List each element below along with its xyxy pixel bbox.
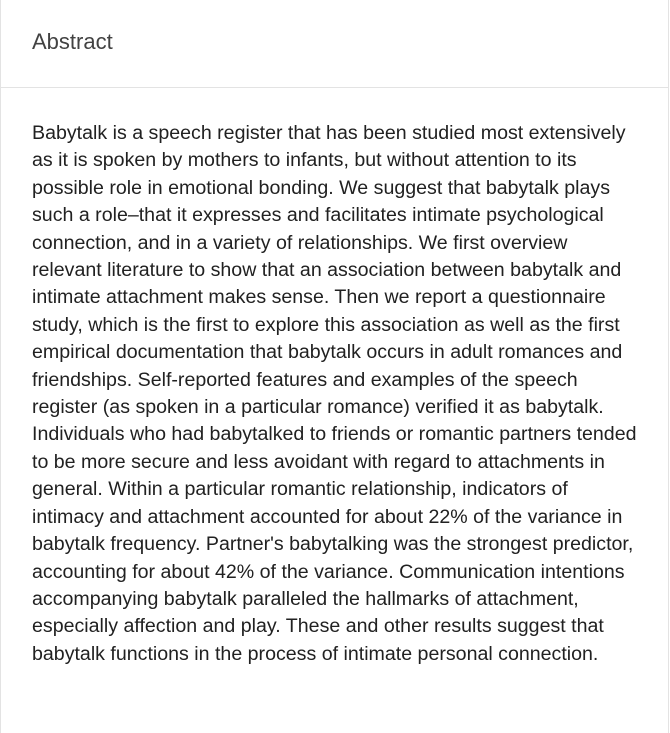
abstract-heading: Abstract <box>32 29 113 54</box>
abstract-body <box>1 88 668 668</box>
abstract-text: Babytalk is a speech register that has been studied most extensively as it is spoken by mothers to infants, but without attention to its possible role in emotional bonding. We suggest that babytalk plays such a role–that it expresses and facilitates intimate psychological connection, and in a variety of relationships. We first overview relevant literature to show that an association between babytalk and intimate attachment makes sense. Then we report a questionnaire study, which is the first to explore this association as well as the first empirical documentation that babytalk occurs in adult romances and friendships. Self-reported features and examples of the speech register (as spoken in a particular romance) verified it as babytalk. Individuals who had babytalked to friends or romantic partners tended to be more secure and less avoidant with regard to attachments in general. Within a particular romantic relationship, indicators of intimacy and attachment accounted for about 22% of the variance in babytalk frequency. Partner's babytalking was the strongest predictor, accounting for about 42% of the variance. Communication intentions accompanying babytalk paralleled the hallmarks of attachment, especially affection and play. These and other results suggest that babytalk functions in the process of intimate personal connection. <box>32 122 637 665</box>
abstract-header <box>1 0 668 88</box>
